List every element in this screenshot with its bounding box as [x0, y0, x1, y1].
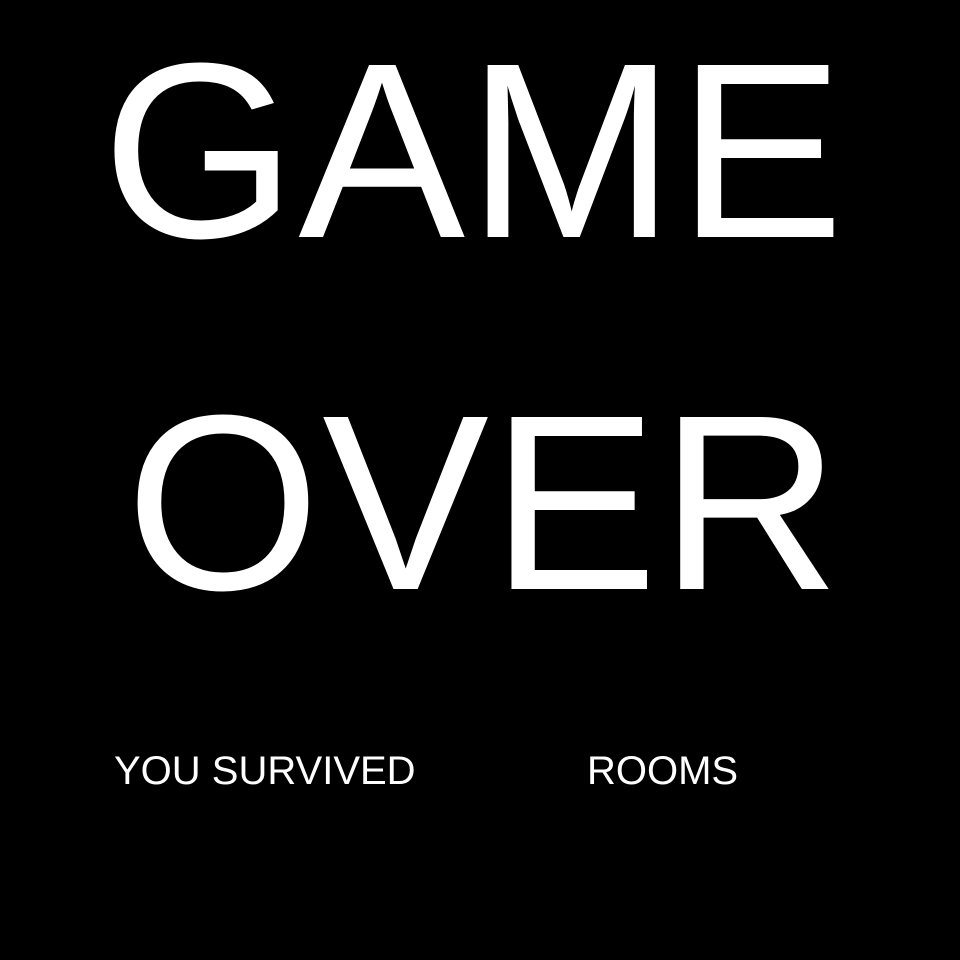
game-over-title-over: OVER	[125, 363, 843, 642]
survived-label: YOU SURVIVED	[114, 749, 416, 793]
rooms-count-value	[420, 748, 570, 794]
rooms-label: ROOMS	[587, 749, 739, 793]
game-over-title-game: GAME	[101, 11, 847, 290]
